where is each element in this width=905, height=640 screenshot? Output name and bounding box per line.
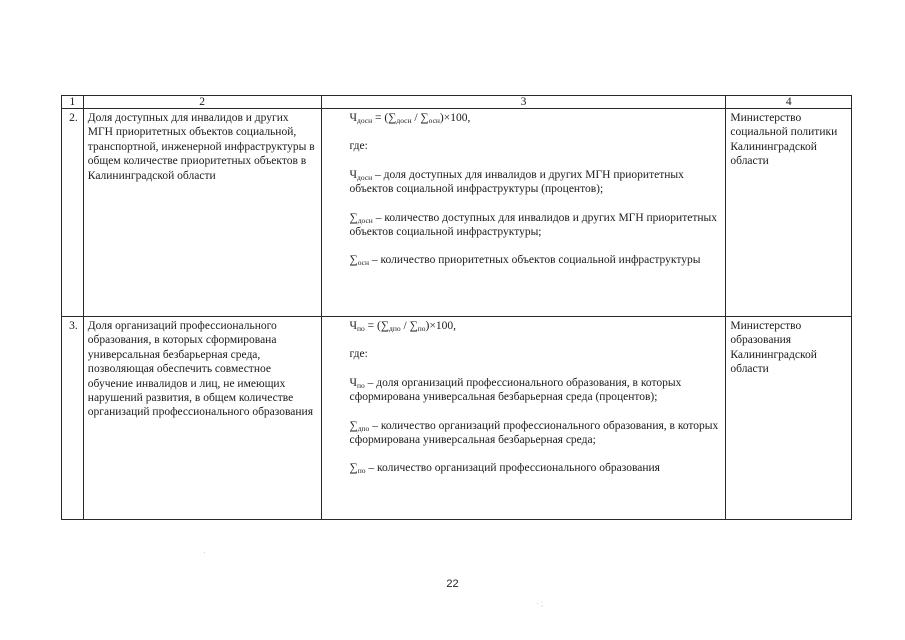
header-cell-1: 1 xyxy=(62,96,84,109)
row-number: 2. xyxy=(62,109,84,317)
table-row xyxy=(62,109,852,317)
variable-definition: $\sum_{осн}$ – количество приоритетных объектов социальной инфраструктуры xyxy=(349,254,701,268)
table-header-row xyxy=(62,96,852,109)
variable-definition: $\sum_{по}$ – количество организаций профессионального образования xyxy=(349,462,660,476)
table-row xyxy=(62,317,852,520)
formula: $Ч_{по} = (\sum_{дпо} / \sum_{по})\times 100$, xyxy=(349,320,456,333)
scan-artifact: · ; xyxy=(536,599,544,608)
where-label: где: xyxy=(349,140,368,153)
indicators-table xyxy=(61,95,852,520)
indicator-name: Доля доступных для инвалидов и других МГН приоритетных объектов социальной, транспортной, инженерной инфраструктуры в общем количестве приоритетных объектов в Калининградской области xyxy=(83,109,321,317)
header-cell-3: 3 xyxy=(321,96,726,109)
where-label: где: xyxy=(349,348,368,361)
header-cell-2: 2 xyxy=(83,96,321,109)
responsible-body: Министерство социальной политики Калининградской области xyxy=(726,109,852,317)
header-cell-4: 4 xyxy=(726,96,852,109)
page-number: 22 xyxy=(446,578,459,590)
indicator-name: Доля организаций профессионального образования, в которых сформирована универсальная безбарьерная среда, позволяющая обеспечить совместное обучение инвалидов и лиц, не имеющих нарушений развития, в общем количестве организаций профессионального образования xyxy=(83,317,321,520)
variable-definition: $Ч_{досн}$ – доля доступных для инвалидов и других МГН приоритетных объектов социальной инфраструктуры (процентов); xyxy=(349,168,684,196)
calculation-formula-cell xyxy=(321,109,726,317)
calculation-formula-cell xyxy=(321,317,726,520)
variable-definition: $\sum_{досн}$ – количество доступных для инвалидов и других МГН приоритетных объектов социальной инфраструктуры; xyxy=(349,211,718,239)
row-number: 3. xyxy=(62,317,84,520)
variable-definition: $Ч_{по}$ – доля организаций профессионального образования, в которых сформирована универсальная безбарьерная среда (процентов); xyxy=(349,376,682,404)
scan-artifact: · xyxy=(203,548,206,557)
formula: $Ч_{досн} = (\sum_{досн} / \sum_{осн})\times 100$, xyxy=(349,112,471,125)
responsible-body: Министерство образования Калининградской области xyxy=(726,317,852,520)
variable-definition: $\sum_{дпо}$ – количество организаций профессионального образования, в которых сформирована универсальная безбарьерная среда; xyxy=(349,419,719,447)
